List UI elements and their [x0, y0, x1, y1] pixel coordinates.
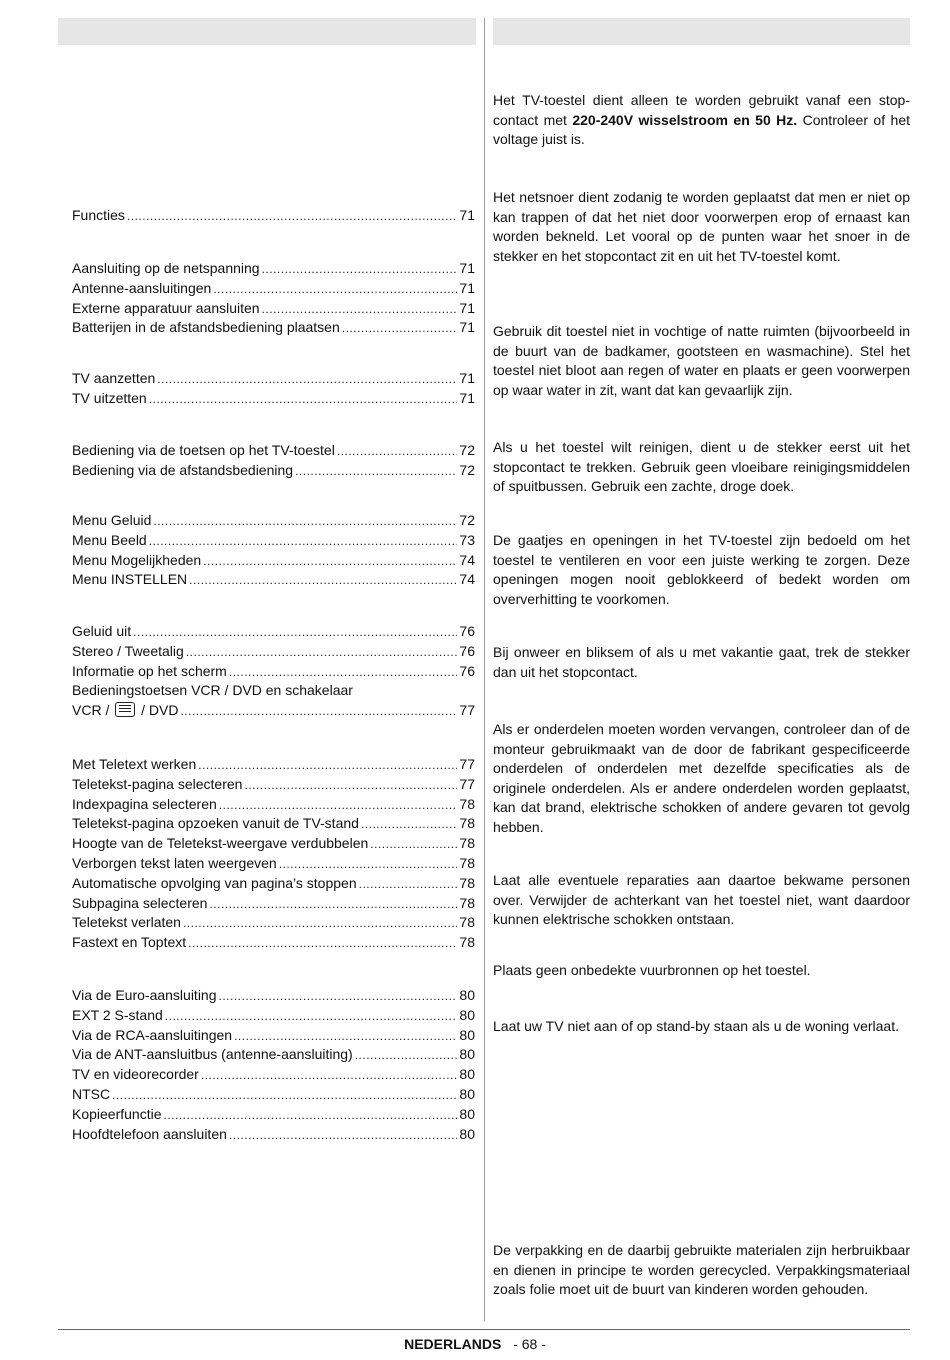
- toc-leader-dots: [262, 299, 458, 320]
- toc-entry-title: Hoofdtelefoon aansluiten: [72, 1125, 227, 1142]
- toc-entry-title: Geluid uit: [72, 623, 132, 639]
- toc-entry[interactable]: [72, 681, 475, 701]
- toc-entry[interactable]: [72, 369, 475, 389]
- toc-leader-dots: [149, 389, 458, 410]
- toc-entry-title: Fastext en Toptext: [72, 934, 187, 951]
- toc-entry-title: Functies: [72, 207, 125, 223]
- toc-entry-page: 80: [459, 1125, 475, 1142]
- toc-entry-title: Aansluiting op de netspanning: [72, 260, 260, 276]
- toc-leader-dots: [112, 1085, 457, 1106]
- toc-entry-title: Via de RCA-aansluitingen: [72, 1026, 233, 1043]
- toc-entry-title: Bedieningstoetsen VCR / DVD en schakelaar: [72, 682, 353, 699]
- toc-group-teletext: [72, 755, 475, 953]
- toc-entry-page: 80: [459, 1066, 475, 1083]
- toc-leader-dots: [153, 511, 457, 532]
- toc-entry[interactable]: [72, 279, 475, 299]
- safety-paragraph-open-flames: Plaats geen onbedekte vuurbronnen op het toestel.: [493, 962, 811, 978]
- toc-entry-page: 80: [459, 1006, 475, 1023]
- toc-entry-title: Stereo / Tweetalig: [72, 642, 184, 659]
- toc-entry-page: 76: [459, 642, 475, 659]
- page-footer: [0, 1336, 950, 1352]
- safety-paragraph-lightning: Bij onweer en bliksem of als u met vakantie gaat, trek de stekker dan uit het stopcontact.: [493, 644, 910, 680]
- toc-entry-title: TV uitzetten: [72, 389, 147, 406]
- safety-paragraph-replacement-parts: Als er onderdelen moeten worden vervangen, controleer dan of de monteur gebruikmaakt van de door de fabrikant gespecificeerde onderdelen of onderdelen met dezelfde specificaties als de originele onderdelen. Als er andere onderdelen worden geplaatst, kan dat brand, elektrische schokken of andere gevaren tot gevolg hebben.: [493, 721, 910, 835]
- safety-paragraph-moisture: Gebruik dit toestel niet in vochtige of natte ruimten (bijvoorbeeld in de buurt van de badkamer, gootsteen en wasmachine). Stel het toestel niet bloot aan regen of water en plaats er geen voorwerpen op waar water in zit, want dat kan gevaarlijk zijn.: [493, 323, 910, 398]
- toc-entry-title: Automatische opvolging van pagina’s stoppen: [72, 874, 357, 891]
- toc-header-bar: [58, 18, 476, 45]
- toc-leader-dots: [133, 622, 457, 643]
- toc-entry-page: 80: [459, 1046, 475, 1063]
- toc-leader-dots: [355, 1045, 458, 1066]
- toc-leader-dots: [188, 933, 457, 954]
- toc-entry-page: 72: [459, 461, 475, 478]
- page-number: - 68 -: [513, 1336, 546, 1352]
- toc-leader-dots: [359, 874, 458, 895]
- toc-entry-title: Batterijen in de afstandsbediening plaatsen: [72, 319, 340, 336]
- toc-entry-page: 80: [459, 1105, 475, 1122]
- toc-entry-title: TV aanzetten: [72, 370, 156, 386]
- toc-leader-dots: [183, 913, 457, 934]
- safety-paragraph-power-cord: Het netsnoer dient zodanig te worden geplaatst dat men er niet op kan trappen of dat het niet door voorwerpen erop of ernaast kan worden bekneld. Let vooral op de punten waar het snoer in de stekker en het stopcontact zit en uit het TV-toestel komt.: [493, 189, 910, 264]
- footer-rule: [58, 1329, 910, 1330]
- toc-leader-dots: [157, 369, 457, 390]
- toc-entry-page: 78: [459, 854, 475, 871]
- toc-entry-page: 80: [459, 1085, 475, 1102]
- toc-leader-dots: [180, 701, 457, 722]
- toc-entry-page: 78: [459, 934, 475, 951]
- toc-entry-page: 80: [459, 987, 475, 1003]
- toc-entry-page: 71: [459, 279, 475, 296]
- toc-entry[interactable]: [72, 318, 475, 338]
- toc-entry[interactable]: [72, 933, 475, 953]
- toc-leader-dots: [361, 814, 457, 835]
- toc-entry-title: Indexpagina selecteren: [72, 795, 217, 812]
- toc-entry-title: TV en videorecorder: [72, 1066, 199, 1083]
- toc-entry-page: 71: [459, 207, 475, 223]
- toc-entry-page: 78: [459, 874, 475, 891]
- toc-leader-dots: [203, 551, 457, 572]
- toc-entry-title: Menu INSTELLEN: [72, 571, 188, 588]
- toc-leader-dots: [229, 662, 458, 683]
- toc-leader-dots: [149, 531, 458, 552]
- toc-leader-dots: [370, 834, 457, 855]
- safety-text-bold: 220-240V wisselstroom en 50 Hz.: [572, 111, 798, 128]
- footer-language: NEDERLANDS: [404, 1336, 502, 1352]
- toc-entry-title: Menu Mogelijkheden: [72, 551, 202, 568]
- toc-entry[interactable]: [72, 854, 475, 874]
- toc-entry-title: Teletekst verlaten: [72, 914, 181, 931]
- safety-paragraph-standby: Laat uw TV niet aan of op stand-by staan als u de woning verlaat.: [493, 1018, 899, 1034]
- safety-paragraph-packaging: De verpakking en de daarbij gebruikte materialen zijn herbruikbaar en dienen in principe te worden gerecycled. Verpakkingsmateriaal zoals folie moet uit de buurt van kinderen worden gehouden.: [493, 1242, 910, 1298]
- toc-entry-page: 76: [459, 662, 475, 679]
- toc-group-installation: [72, 259, 475, 338]
- toc-leader-dots: [213, 279, 457, 300]
- toc-entry-page: 73: [459, 531, 475, 548]
- toc-entry-page: 77: [459, 756, 475, 772]
- toc-entry-title: Met Teletext werken: [72, 756, 197, 772]
- toc-entry-title: Hoogte van de Teletekst-weergave verdubbelen: [72, 835, 369, 852]
- toc-entry-page: 77: [459, 775, 475, 792]
- toc-entry[interactable]: [72, 642, 475, 662]
- toc-entry-page: 78: [459, 914, 475, 931]
- toc-entry-title-compound: [72, 701, 178, 721]
- toc-entry-title-part: VCR /: [72, 702, 110, 719]
- teletext-icon: [115, 702, 135, 717]
- toc-entry-page: 72: [459, 512, 475, 528]
- toc-entry[interactable]: [72, 755, 475, 775]
- toc-entry[interactable]: [72, 570, 475, 590]
- toc-leader-dots: [209, 894, 457, 915]
- toc-entry-title: Teletekst-pagina selecteren: [72, 775, 243, 792]
- toc-entry[interactable]: [72, 814, 475, 834]
- toc-group-menus: [72, 511, 475, 590]
- toc-entry[interactable]: [72, 986, 475, 1006]
- toc-entry-page: 71: [459, 370, 475, 386]
- toc-entry-title: Informatie op het scherm: [72, 662, 227, 679]
- toc-leader-dots: [229, 1125, 458, 1146]
- toc-entry-page: 76: [459, 623, 475, 639]
- safety-header-bar: [493, 18, 910, 45]
- toc-entry-page: 72: [459, 442, 475, 458]
- toc-entry-page: 78: [459, 815, 475, 832]
- toc-entry-title: Bediening via de afstandsbediening: [72, 461, 294, 478]
- toc-entry[interactable]: [72, 299, 475, 319]
- toc-entry-title: EXT 2 S-stand: [72, 1006, 163, 1023]
- toc-leader-dots: [186, 642, 458, 663]
- column-divider: [484, 18, 485, 1321]
- toc-leader-dots: [342, 318, 458, 339]
- toc-leader-dots: [201, 1065, 458, 1086]
- toc-leader-dots: [279, 854, 458, 875]
- toc-leader-dots: [295, 461, 457, 482]
- toc-leader-dots: [244, 775, 457, 796]
- toc-entry-title: Subpagina selecteren: [72, 894, 208, 911]
- toc-leader-dots: [198, 755, 457, 776]
- toc-leader-dots: [262, 259, 458, 280]
- toc-group-power: [72, 369, 475, 409]
- toc-group-peripherals: [72, 986, 475, 1144]
- toc-leader-dots: [127, 206, 458, 227]
- toc-entry-title: Kopieerfunctie: [72, 1105, 162, 1122]
- toc-entry-page: 77: [459, 702, 475, 719]
- toc-entry-page: 80: [459, 1026, 475, 1043]
- toc-entry-title: Menu Beeld: [72, 531, 147, 548]
- safety-paragraph-voltage: [493, 91, 910, 150]
- toc-entry[interactable]: [72, 775, 475, 795]
- toc-leader-dots: [165, 1006, 458, 1027]
- toc-entry-page: 74: [459, 551, 475, 568]
- toc-entry[interactable]: [72, 874, 475, 894]
- toc-entry[interactable]: [72, 389, 475, 409]
- toc-leader-dots: [234, 1026, 457, 1047]
- safety-paragraph-cleaning: Als u het toestel wilt reinigen, dient u de stekker eerst uit het stopcontact te trekken. Gebruik geen vloeibare reinigingsmiddelen of spuitbussen. Gebruik een zachte, droge doek.: [493, 439, 910, 495]
- toc-entry[interactable]: [72, 1045, 475, 1065]
- toc-entry[interactable]: [72, 1125, 475, 1145]
- toc-entry-title: Via de ANT-aansluitbus (antenne-aansluiting): [72, 1046, 353, 1063]
- toc-entry[interactable]: [72, 795, 475, 815]
- toc-entry[interactable]: [72, 511, 475, 531]
- toc-entry[interactable]: [72, 701, 475, 721]
- toc-entry[interactable]: [72, 894, 475, 914]
- toc-entry[interactable]: [72, 551, 475, 571]
- toc-entry-title: Bediening via de toetsen op het TV-toestel: [72, 442, 335, 458]
- toc-entry-page: 71: [459, 389, 475, 406]
- toc-entry-page: 74: [459, 571, 475, 588]
- toc-entry[interactable]: [72, 622, 475, 642]
- toc-group-functions: [72, 206, 475, 226]
- toc-entry[interactable]: [72, 1026, 475, 1046]
- toc-entry-title: Externe apparatuur aansluiten: [72, 299, 260, 316]
- toc-leader-dots: [219, 986, 458, 1007]
- toc-group-other-features: [72, 622, 475, 721]
- toc-entry-title: Teletekst-pagina opzoeken vanuit de TV-stand: [72, 815, 359, 832]
- toc-group-operation: [72, 441, 475, 481]
- toc-entry[interactable]: [72, 461, 475, 481]
- toc-leader-dots: [189, 570, 457, 591]
- safety-text: Het TV-toestel dient alleen te worden gebruikt vanaf een stop-contact met: [493, 92, 910, 128]
- toc-entry[interactable]: [72, 1085, 475, 1105]
- toc-leader-dots: [164, 1105, 458, 1126]
- toc-entry[interactable]: [72, 1065, 475, 1085]
- toc-entry[interactable]: [72, 662, 475, 682]
- toc-entry-title: Via de Euro-aansluiting: [72, 987, 217, 1003]
- toc-entry[interactable]: [72, 1006, 475, 1026]
- toc-leader-dots: [219, 795, 458, 816]
- toc-entry-page: 71: [459, 299, 475, 316]
- toc-entry[interactable]: [72, 531, 475, 551]
- safety-text: Controleer of het voltage juist is.: [493, 111, 910, 148]
- toc-entry-title-part: / DVD: [141, 702, 179, 719]
- toc-entry-page: 71: [459, 260, 475, 276]
- toc-entry-page: 78: [459, 835, 475, 852]
- safety-paragraph-ventilation: De gaatjes en openingen in het TV-toestel zijn bedoeld om het toestel te ventileren en voor een juiste werking te zorgen. Deze openingen mogen nooit geblokkeerd of bedekt worden om oververhitting te voorkomen.: [493, 532, 910, 607]
- toc-entry-title: NTSC: [72, 1085, 111, 1102]
- toc-entry[interactable]: [72, 1105, 475, 1125]
- toc-entry-page: 78: [459, 894, 475, 911]
- toc-entry[interactable]: [72, 441, 475, 461]
- safety-paragraph-repairs: Laat alle eventuele reparaties aan daartoe bekwame personen over. Verwijder de achterkant van het toestel niet, want daardoor kunnen elektrische schokken ontstaan.: [493, 872, 910, 928]
- toc-leader-dots: [337, 441, 458, 462]
- toc-entry[interactable]: [72, 206, 475, 226]
- toc-entry-title: Menu Geluid: [72, 512, 152, 528]
- toc-entry-page: 78: [459, 795, 475, 812]
- toc-entry[interactable]: [72, 834, 475, 854]
- toc-entry[interactable]: [72, 259, 475, 279]
- toc-entry[interactable]: [72, 913, 475, 933]
- toc-entry-page: 71: [459, 319, 475, 336]
- toc-entry-title: Verborgen tekst laten weergeven: [72, 854, 277, 871]
- toc-entry-title: Antenne-aansluitingen: [72, 279, 212, 296]
